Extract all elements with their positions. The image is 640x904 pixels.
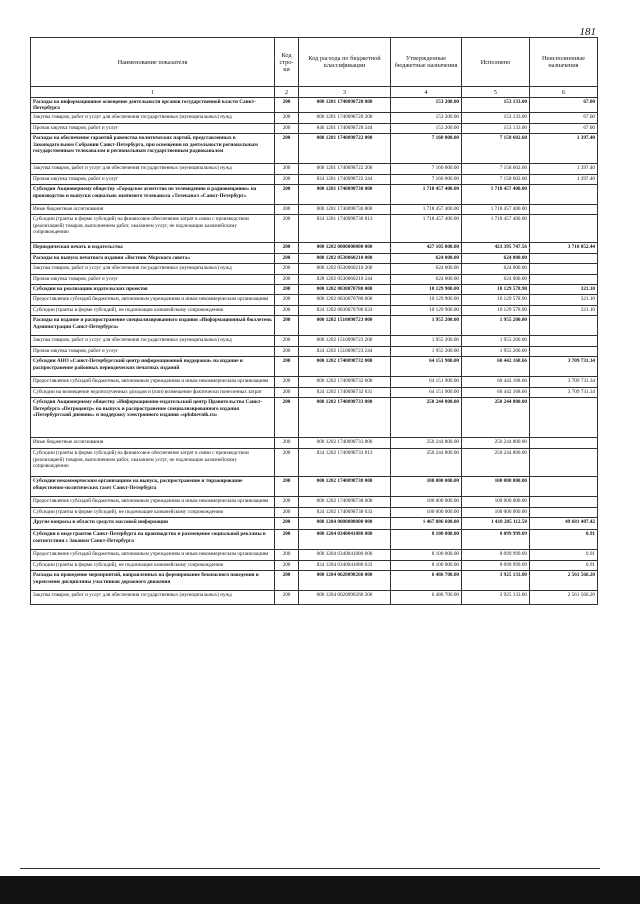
row-unexecuted: 2 561 566.20	[530, 571, 598, 591]
col-number: 4	[391, 87, 462, 98]
row-unexecuted	[530, 449, 598, 477]
row-name: Субсидии на возмещение недополученных доходов и (или) возмещение фактически понесенных затрат	[31, 388, 275, 398]
row-code: 200	[275, 306, 299, 316]
row-classification: 000 1202 1740098732 000	[299, 357, 391, 377]
scan-edge	[0, 876, 640, 904]
table-row	[31, 336, 598, 347]
row-name: Субсидии (гранты в форме субсидий) на финансовое обеспечение затрат в связи с производством (реализацией) товаров, выполнением работ, оказанием услуг, не подлежащие казначейскому сопровождению	[31, 449, 275, 477]
table-row	[31, 518, 598, 530]
row-classification: 000 1204 0620090260 200	[299, 591, 391, 605]
row-unexecuted: 2 561 566.20	[530, 591, 598, 605]
row-executed: 1 955 200.00	[462, 316, 530, 336]
row-approved: 1 718 457 400.00	[391, 205, 462, 215]
row-unexecuted: 67.00	[530, 113, 598, 124]
row-code: 200	[275, 508, 299, 518]
row-unexecuted: 1 397.40	[530, 175, 598, 185]
row-unexecuted: 1 397.40	[530, 164, 598, 175]
table-row	[31, 438, 598, 449]
row-code: 200	[275, 243, 299, 254]
row-name: Закупка товаров, работ и услуг для обеспечения государственных (муниципальных) нужд	[31, 336, 275, 347]
table-row	[31, 124, 598, 134]
row-approved: 7 160 000.00	[391, 175, 462, 185]
row-executed: 60 442 168.66	[462, 357, 530, 377]
row-approved: 1 955 200.00	[391, 316, 462, 336]
table-row	[31, 215, 598, 243]
row-classification: 824 1202 1740098738 633	[299, 508, 391, 518]
row-approved: 8 100 000.00	[391, 561, 462, 571]
table-row	[31, 377, 598, 388]
row-classification: 000 1204 0000000000 000	[299, 518, 391, 530]
row-executed: 153 133.00	[462, 113, 530, 124]
table-row	[31, 347, 598, 357]
row-code: 200	[275, 357, 299, 377]
row-classification: 000 1202 0830070780 600	[299, 295, 391, 306]
col-number: 6	[530, 87, 598, 98]
row-code: 200	[275, 254, 299, 264]
row-name: Закупка товаров, работ и услуг для обеспечения государственных (муниципальных) нужд	[31, 264, 275, 275]
table-row	[31, 571, 598, 591]
row-name: Предоставление субсидий бюджетным, автономным учреждениям и иным некоммерческим организациям	[31, 497, 275, 508]
table-row	[31, 254, 598, 264]
row-code: 200	[275, 264, 299, 275]
row-name: Закупка товаров, работ и услуг для обеспечения государственных (муниципальных) нужд	[31, 113, 275, 124]
row-classification: 000 1202 0000000000 000	[299, 243, 391, 254]
row-executed: 624 000.00	[462, 264, 530, 275]
row-name: Субсидии (гранты в форме субсидий) на финансовое обеспечение затрат в связи с производством (реализацией) товаров, выполнением работ, оказанием услуг, не подлежащие казначейскому сопровождению	[31, 215, 275, 243]
row-classification: 000 1202 1740098732 600	[299, 377, 391, 388]
row-unexecuted: 3 709 731.34	[530, 388, 598, 398]
row-name: Расходы на выпуск печатного издания «Вестник Морского совета»	[31, 254, 275, 264]
table-row	[31, 185, 598, 205]
row-code: 200	[275, 571, 299, 591]
row-approved: 250 244 800.00	[391, 449, 462, 477]
row-unexecuted	[530, 497, 598, 508]
row-approved: 153 200.00	[391, 113, 462, 124]
row-name: Расходы на проведение мероприятий, направленных на формирование безопасного поведения и укрепление дисциплины участников дорожного движения	[31, 571, 275, 591]
table-row	[31, 306, 598, 316]
row-executed: 7 158 602.60	[462, 164, 530, 175]
row-code: 200	[275, 438, 299, 449]
row-name: Закупка товаров, работ и услуг для обеспечения государственных (муниципальных) нужд	[31, 591, 275, 605]
row-executed: 250 244 800.00	[462, 438, 530, 449]
row-approved: 100 000 000.00	[391, 497, 462, 508]
row-unexecuted: 67.00	[530, 124, 598, 134]
row-approved: 7 160 000.00	[391, 164, 462, 175]
row-name: Закупка товаров, работ и услуг для обеспечения государственных (муниципальных) нужд	[31, 164, 275, 175]
row-code: 200	[275, 316, 299, 336]
row-classification: 824 1202 1510098723 244	[299, 347, 391, 357]
row-classification: 000 1201 1740098730 800	[299, 205, 391, 215]
table-row	[31, 134, 598, 164]
table-row	[31, 275, 598, 285]
row-executed: 8 099 999.09	[462, 530, 530, 550]
row-name: Прочая закупка товаров, работ и услуг	[31, 124, 275, 134]
row-executed: 10 129 578.90	[462, 295, 530, 306]
table-row	[31, 113, 598, 124]
table-row	[31, 591, 598, 605]
row-code: 200	[275, 164, 299, 175]
row-name: Прочая закупка товаров, работ и услуг	[31, 275, 275, 285]
row-unexecuted	[530, 398, 598, 438]
row-approved: 100 000 000.00	[391, 477, 462, 497]
table-row	[31, 264, 598, 275]
row-name: Субсидии некоммерческим организациям на выпуск, распространение и тиражирование общественно-политических газет Санкт-Петербурга	[31, 477, 275, 497]
row-name: Субсидии (гранты в форме субсидий), не подлежащие казначейскому сопровождению	[31, 561, 275, 571]
row-classification: 000 1202 1740098738 600	[299, 497, 391, 508]
row-name: Субсидии (гранты в форме субсидий), не подлежащие казначейскому сопровождению	[31, 508, 275, 518]
row-unexecuted: 67.00	[530, 98, 598, 113]
row-executed: 10 129 578.90	[462, 306, 530, 316]
row-executed: 423 395 747.56	[462, 243, 530, 254]
row-unexecuted	[530, 254, 598, 264]
table-row	[31, 561, 598, 571]
row-executed: 3 925 133.80	[462, 571, 530, 591]
row-name: Субсидия Акционерному обществу «Городское агентство по телевидению и радиовещанию» на производство и выпуски социально значимого телеканала «Телеканал «Санкт-Петербург»	[31, 185, 275, 205]
row-unexecuted: 0.91	[530, 530, 598, 550]
row-name: Расходы на информационное освещение деятельности органов государственной власти Санкт-Петербурга	[31, 98, 275, 113]
row-unexecuted	[530, 215, 598, 243]
row-classification: 000 1202 0830070780 000	[299, 285, 391, 295]
row-executed: 624 000.00	[462, 254, 530, 264]
row-name: Предоставление субсидий бюджетным, автономным учреждениям и иным некоммерческим организациям	[31, 377, 275, 388]
row-code: 200	[275, 113, 299, 124]
row-classification: 000 1202 1510098723 200	[299, 336, 391, 347]
row-executed: 1 955 200.00	[462, 336, 530, 347]
row-executed: 100 000 000.00	[462, 497, 530, 508]
row-executed: 153 133.00	[462, 124, 530, 134]
page-number: 181	[579, 26, 596, 38]
row-unexecuted	[530, 477, 598, 497]
row-unexecuted	[530, 347, 598, 357]
row-approved: 250 244 800.00	[391, 438, 462, 449]
row-code: 200	[275, 275, 299, 285]
row-name: Субсидии на реализацию издательских проектов	[31, 285, 275, 295]
row-unexecuted: 3 709 731.34	[530, 377, 598, 388]
table-row	[31, 295, 598, 306]
row-classification: 824 1201 1740098730 813	[299, 215, 391, 243]
table-row	[31, 388, 598, 398]
row-executed: 1 718 457 400.00	[462, 215, 530, 243]
row-name: Иные бюджетные ассигнования	[31, 205, 275, 215]
row-executed: 250 244 800.00	[462, 398, 530, 438]
row-unexecuted	[530, 185, 598, 205]
row-executed: 153 133.00	[462, 98, 530, 113]
row-unexecuted: 321.10	[530, 295, 598, 306]
row-unexecuted	[530, 275, 598, 285]
row-classification: 824 1204 0340041080 633	[299, 561, 391, 571]
budget-table	[30, 37, 598, 605]
row-unexecuted: 321.10	[530, 306, 598, 316]
col-number: 5	[462, 87, 530, 98]
table-row	[31, 316, 598, 336]
header-code: Код стро-ки	[275, 38, 299, 87]
row-executed: 60 442 168.66	[462, 388, 530, 398]
row-classification: 000 1204 0340041080 000	[299, 530, 391, 550]
row-classification: 000 1202 0530060210 200	[299, 264, 391, 275]
row-code: 200	[275, 388, 299, 398]
row-executed: 8 099 999.09	[462, 550, 530, 561]
row-code: 200	[275, 336, 299, 347]
row-code: 200	[275, 497, 299, 508]
row-code: 200	[275, 185, 299, 205]
row-approved: 250 244 800.00	[391, 398, 462, 438]
row-executed: 1 955 200.00	[462, 347, 530, 357]
row-name: Расходы на издание и распространение специализированного издания «Информационный бюллетень Администрации Санкт-Петербурга»	[31, 316, 275, 336]
row-executed: 1 418 205 112.58	[462, 518, 530, 530]
header-classification: Код расхода по бюджетной классификации	[299, 38, 391, 87]
row-classification: 000 1204 0340041080 600	[299, 550, 391, 561]
table-row	[31, 449, 598, 477]
table-row	[31, 530, 598, 550]
row-approved: 64 151 900.00	[391, 357, 462, 377]
row-approved: 10 129 900.00	[391, 295, 462, 306]
row-approved: 624 000.00	[391, 264, 462, 275]
row-classification: 846 1201 1740098720 244	[299, 124, 391, 134]
row-classification: 824 1202 1740098732 631	[299, 388, 391, 398]
row-classification: 828 1202 0530060210 244	[299, 275, 391, 285]
row-approved: 8 100 000.00	[391, 550, 462, 561]
row-approved: 1 955 200.00	[391, 336, 462, 347]
row-approved: 64 151 900.00	[391, 377, 462, 388]
row-code: 200	[275, 347, 299, 357]
row-classification: 824 1202 1740098733 813	[299, 449, 391, 477]
row-unexecuted: 1 397.40	[530, 134, 598, 164]
col-number: 3	[299, 87, 391, 98]
table-row	[31, 357, 598, 377]
row-unexecuted: 0.91	[530, 561, 598, 571]
header-executed: Исполнено	[462, 38, 530, 87]
row-executed: 8 099 999.09	[462, 561, 530, 571]
row-name: Другие вопросы в области средств массовой информации	[31, 518, 275, 530]
row-code: 200	[275, 398, 299, 438]
row-approved: 100 000 000.00	[391, 508, 462, 518]
table-row	[31, 243, 598, 254]
table-body	[31, 98, 598, 605]
row-code: 200	[275, 377, 299, 388]
row-classification: 000 1202 1510098723 000	[299, 316, 391, 336]
row-approved: 7 160 000.00	[391, 134, 462, 164]
row-unexecuted: 3 710 052.44	[530, 243, 598, 254]
row-approved: 153 200.00	[391, 98, 462, 113]
row-code: 200	[275, 550, 299, 561]
row-code: 200	[275, 477, 299, 497]
row-approved: 10 129 900.00	[391, 285, 462, 295]
row-code: 200	[275, 518, 299, 530]
row-name: Субсидии (гранты в форме субсидий), не подлежащие казначейскому сопровождению	[31, 306, 275, 316]
row-classification: 000 1201 1740098720 000	[299, 98, 391, 113]
col-number: 2	[275, 87, 299, 98]
row-classification: 000 1204 0620090260 000	[299, 571, 391, 591]
row-code: 200	[275, 134, 299, 164]
row-code: 200	[275, 530, 299, 550]
row-unexecuted: 321.10	[530, 285, 598, 295]
table-row	[31, 497, 598, 508]
row-executed: 7 158 602.60	[462, 175, 530, 185]
row-executed: 3 925 133.80	[462, 591, 530, 605]
row-classification: 000 1201 1740098722 200	[299, 164, 391, 175]
row-code: 200	[275, 175, 299, 185]
row-executed: 1 718 457 400.00	[462, 205, 530, 215]
row-unexecuted: 0.91	[530, 550, 598, 561]
table-row	[31, 175, 598, 185]
row-unexecuted	[530, 205, 598, 215]
row-executed: 250 244 800.00	[462, 449, 530, 477]
row-executed: 100 000 000.00	[462, 508, 530, 518]
row-code: 200	[275, 449, 299, 477]
row-code: 200	[275, 205, 299, 215]
row-approved: 1 955 200.00	[391, 347, 462, 357]
row-executed: 7 158 602.60	[462, 134, 530, 164]
row-unexecuted: 49 681 487.42	[530, 518, 598, 530]
row-executed: 100 000 000.00	[462, 477, 530, 497]
row-name: Субсидия Акционерному обществу «Информационно-издательский центр Правительства Санкт-Петербурга «Петроцентр» на выпуск и распространение специализированного издания «Петербургский дневник» и поддержку электронного издания «spbdnevnik.ru»	[31, 398, 275, 438]
bottom-divider	[20, 868, 600, 869]
table-row	[31, 205, 598, 215]
row-executed: 60 442 168.66	[462, 377, 530, 388]
row-executed: 1 718 457 400.00	[462, 185, 530, 205]
row-classification: 000 1202 1740098738 000	[299, 477, 391, 497]
table-row	[31, 550, 598, 561]
row-approved: 6 486 700.00	[391, 591, 462, 605]
col-number: 1	[31, 87, 275, 98]
row-approved: 624 000.00	[391, 275, 462, 285]
row-approved: 8 100 000.00	[391, 530, 462, 550]
row-classification: 000 1201 1740098730 000	[299, 185, 391, 205]
row-name: Периодическая печать и издательства	[31, 243, 275, 254]
table-row	[31, 164, 598, 175]
row-code: 200	[275, 285, 299, 295]
row-unexecuted: 3 709 731.34	[530, 357, 598, 377]
row-approved: 1 718 457 400.00	[391, 215, 462, 243]
row-name: Прочая закупка товаров, работ и услуг	[31, 347, 275, 357]
header-approved: Утвержденные бюджетные назначения	[391, 38, 462, 87]
row-code: 200	[275, 295, 299, 306]
row-unexecuted	[530, 264, 598, 275]
row-name: Иные бюджетные ассигнования	[31, 438, 275, 449]
row-classification: 824 1201 1740098722 244	[299, 175, 391, 185]
row-name: Предоставление субсидий бюджетным, автономным учреждениям и иным некоммерческим организациям	[31, 295, 275, 306]
row-executed: 10 129 578.90	[462, 285, 530, 295]
row-name: Субсидии АНО «Санкт-Петербургский центр информационной поддержки» на издание и распространение районных периодических печатных изданий	[31, 357, 275, 377]
row-code: 200	[275, 98, 299, 113]
row-classification: 824 1202 0830070780 633	[299, 306, 391, 316]
row-name: Прочая закупка товаров, работ и услуг	[31, 175, 275, 185]
row-code: 200	[275, 124, 299, 134]
row-unexecuted	[530, 438, 598, 449]
row-executed: 624 000.00	[462, 275, 530, 285]
row-approved: 6 486 700.00	[391, 571, 462, 591]
row-approved: 624 000.00	[391, 254, 462, 264]
table-row	[31, 477, 598, 497]
row-unexecuted	[530, 508, 598, 518]
row-classification: 000 1201 1740098720 200	[299, 113, 391, 124]
row-approved: 1 718 457 400.00	[391, 185, 462, 205]
table-row	[31, 398, 598, 438]
table-row	[31, 508, 598, 518]
table-row	[31, 98, 598, 113]
row-approved: 427 105 800.00	[391, 243, 462, 254]
row-name: Расходы на обеспечение гарантий равенства политических партий, представленных в Законодательном Собрании Санкт-Петербурга, при освещении их деятельности региональным государственным телеканалом и региональным государственным радиоканалом	[31, 134, 275, 164]
row-name: Субсидии в виде грантов Санкт-Петербурга на производство и размещение социальной рекламы в соответствии с Законом Санкт-Петербурга	[31, 530, 275, 550]
row-name: Предоставление субсидий бюджетным, автономным учреждениям и иным некоммерческим организациям	[31, 550, 275, 561]
row-approved: 1 467 886 600.00	[391, 518, 462, 530]
row-code: 200	[275, 215, 299, 243]
row-unexecuted	[530, 316, 598, 336]
row-classification: 000 1201 1740098722 000	[299, 134, 391, 164]
row-code: 200	[275, 591, 299, 605]
table-row	[31, 285, 598, 295]
header-name: Наименование показателя	[31, 38, 275, 87]
row-approved: 64 151 900.00	[391, 388, 462, 398]
row-classification: 000 1202 0530060210 000	[299, 254, 391, 264]
row-unexecuted	[530, 336, 598, 347]
row-approved: 153 200.00	[391, 124, 462, 134]
row-approved: 10 129 900.00	[391, 306, 462, 316]
row-classification: 000 1202 1740098733 800	[299, 438, 391, 449]
row-code: 200	[275, 561, 299, 571]
row-classification: 000 1202 1740098733 000	[299, 398, 391, 438]
header-unexecuted: Неисполненные назначения	[530, 38, 598, 87]
